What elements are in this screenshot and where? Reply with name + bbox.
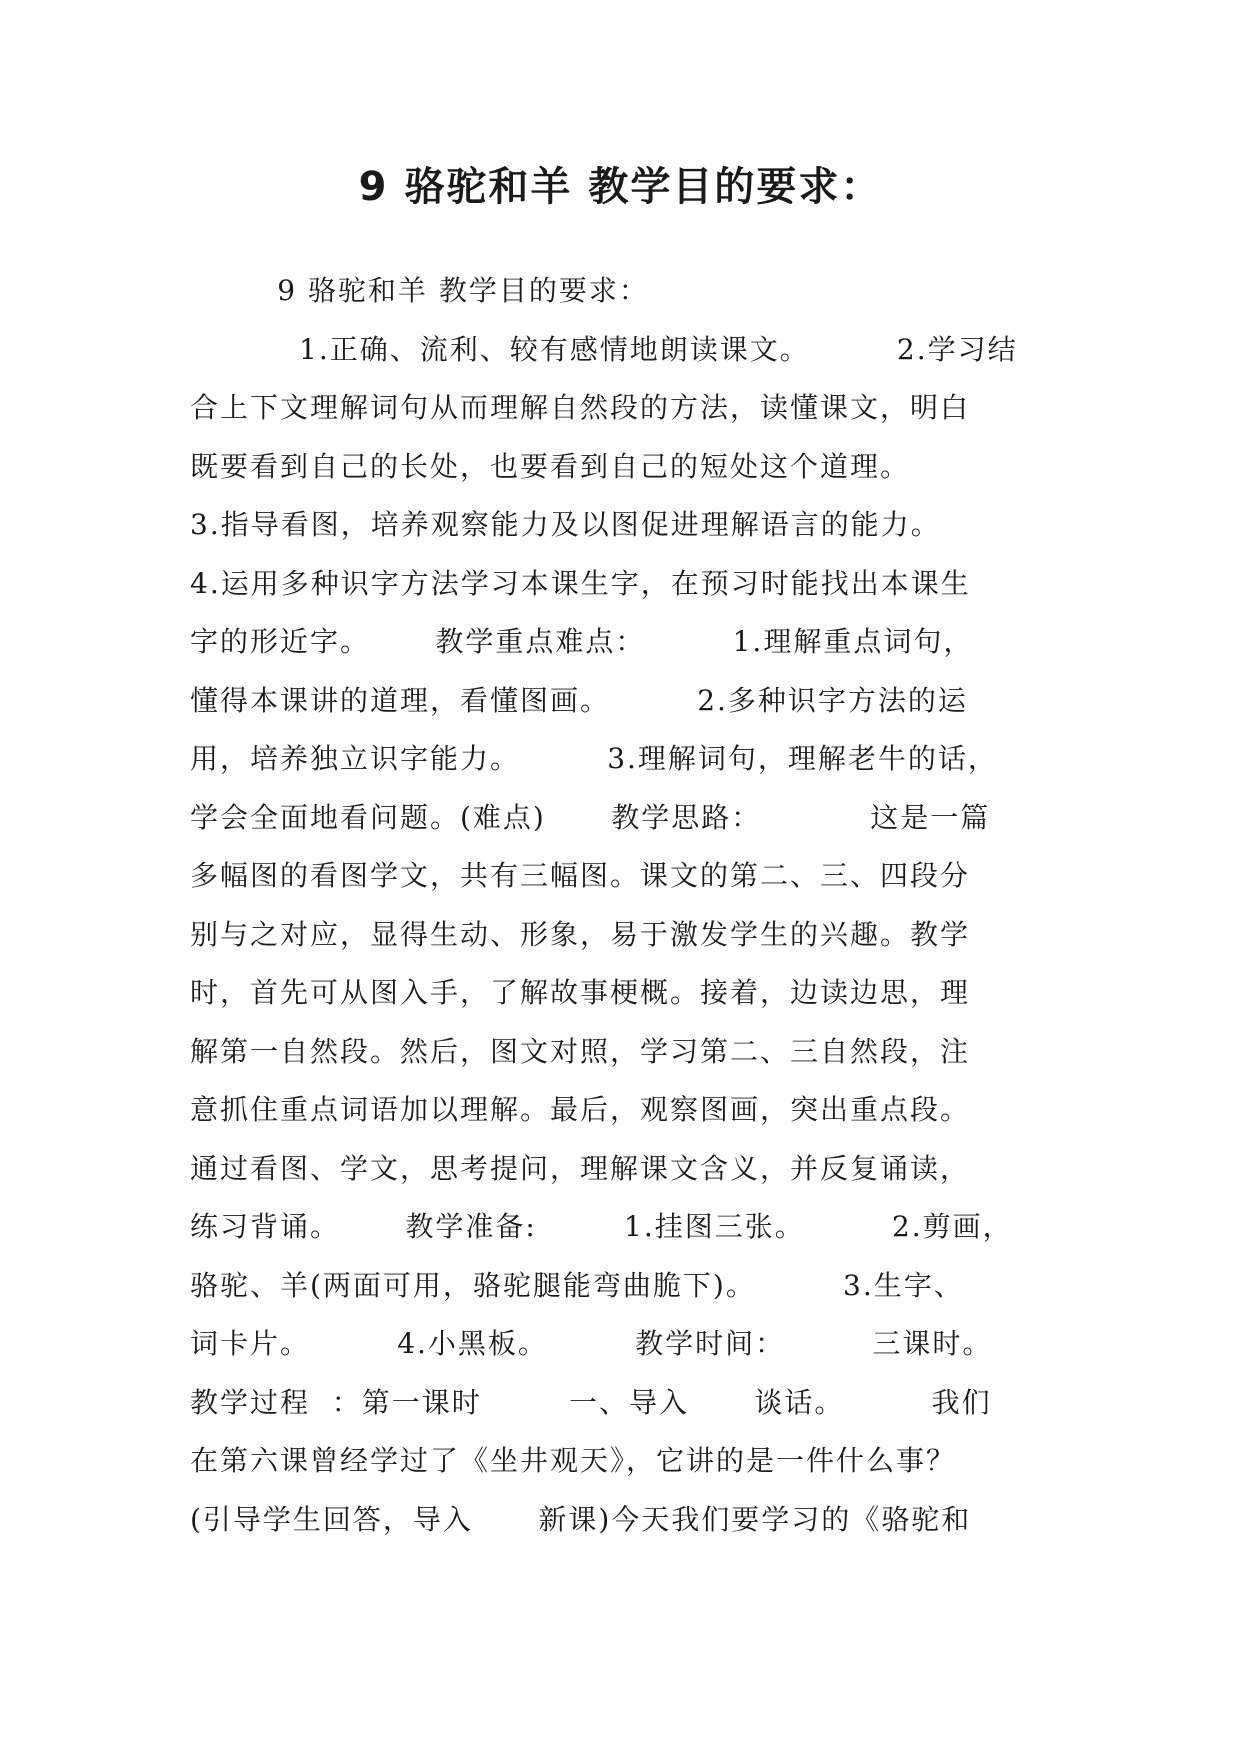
body-line: (引导学生回答，导入 新课)今天我们要学习的《骆驼和 [190, 1502, 972, 1536]
body-line: 用，培养独立识字能力。 3.理解词句，理解老牛的话， [190, 742, 998, 775]
body-line: 9 骆驼和羊 教学目的要求： [190, 274, 649, 307]
body-line: 词卡片。 4.小黑板。 教学时间： 三课时。 [190, 1327, 993, 1360]
body-line: 时，首先可从图入手，了解故事梗概。接着，边读边思，理 [190, 976, 971, 1009]
body-line: 多幅图的看图学文，共有三幅图。课文的第二、三、四段分 [190, 859, 971, 892]
body-line: 意抓住重点词语加以理解。最后，观察图画，突出重点段。 [190, 1093, 971, 1126]
body-line: 别与之对应，显得生动、形象，易于激发学生的兴趣。教学 [190, 917, 971, 951]
body-line: 字的形近字。 教学重点难点： 1.理解重点词句， [190, 625, 974, 658]
body-line: 1.正确、流利、较有感情地朗读课文。 2.学习结 [190, 332, 1018, 366]
body-line: 4.运用多种识字方法学习本课生字，在预习时能找出本课生 [190, 566, 971, 600]
body-line: 解第一自然段。然后，图文对照，学习第二、三自然段，注 [190, 1034, 971, 1068]
body-line: 教学过程 ：第一课时 一、导入 谈话。 我们 [190, 1385, 992, 1419]
body-line: 通过看图、学文，思考提问，理解课文含义，并反复诵读， [190, 1151, 971, 1185]
body-line: 学会全面地看问题。(难点) 教学思路： 这是一篇 [190, 800, 991, 834]
body-line: 练习背诵。 教学准备: 1.挂图三张。 2.剪画， [190, 1210, 1013, 1243]
body-line: 懂得本课讲的道理，看懂图画。 2.多种识字方法的运 [190, 683, 968, 717]
body-line: 既要看到自己的长处，也要看到自己的短处这个道理。 [190, 449, 911, 483]
body-line: 合上下文理解词句从而理解自然段的方法，读懂课文，明白 [190, 391, 971, 424]
body-line: 3.指导看图，培养观察能力及以图促进理解语言的能力。 [190, 508, 941, 541]
body-line: 骆驼、羊(两面可用，骆驼腿能弯曲脆下)。 3.生字、 [190, 1268, 964, 1302]
document-title: 9 骆驼和羊 教学目的要求： [358, 164, 883, 210]
body-line: 在第六课曾经学过了《坐井观天》，它讲的是一件什么事？ [190, 1444, 957, 1477]
document-body [190, 262, 1050, 1549]
